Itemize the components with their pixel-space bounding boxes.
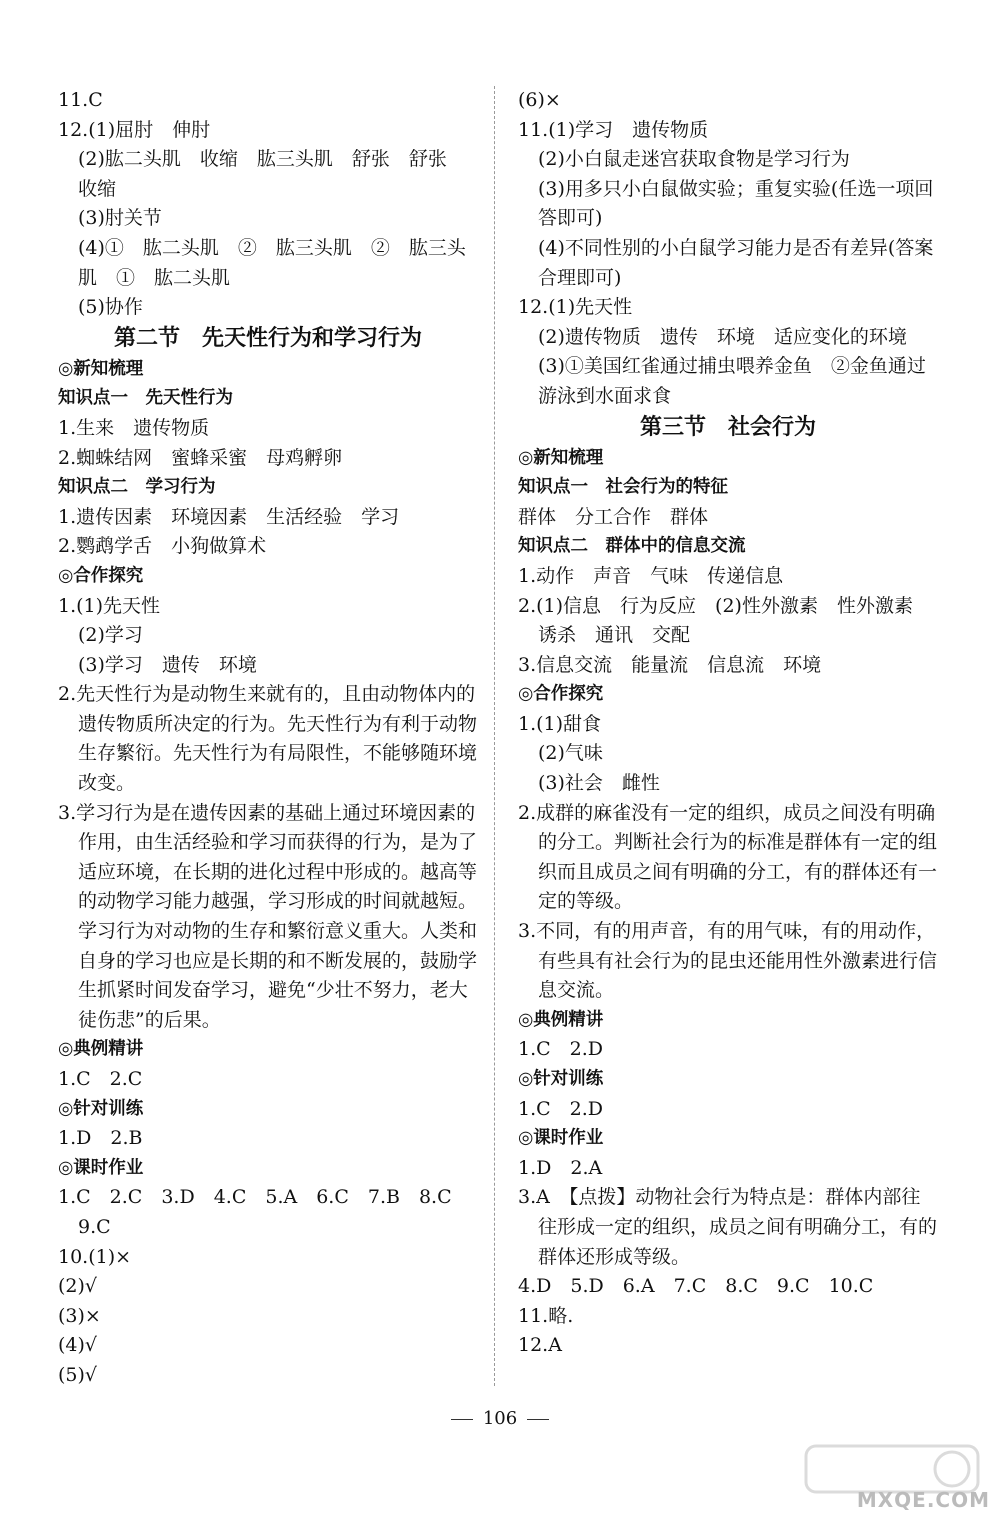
right-subsection-label: ◎典例精讲	[518, 1009, 604, 1030]
column-divider	[494, 86, 495, 1386]
left-answer-line: (5)协作	[78, 296, 143, 319]
right-knowledge-point-label: 知识点一 社会行为的特征	[518, 477, 728, 498]
right-answer-line: (2)气味	[538, 742, 603, 765]
right-column	[518, 86, 938, 1361]
left-subsection-label: ◎合作探究	[58, 565, 144, 586]
left-answer-line: 2.鹦鹉学舌 小狗做算术	[58, 535, 267, 558]
right-answer-line: 群体 分工合作 群体	[518, 505, 709, 528]
right-subsection-label: ◎合作探究	[518, 684, 604, 705]
right-answer-line: 1.(1)甜食	[518, 712, 602, 735]
right-subsection-label: ◎课时作业	[518, 1128, 604, 1149]
right-answer-line: 3.信息交流 能量流 信息流 环境	[518, 653, 822, 676]
watermark-site: MXQE.COM	[856, 1488, 990, 1512]
left-section-heading: 第二节 先天性行为和学习行为	[113, 325, 422, 351]
left-answer-line: 2.蜘蛛结网 蜜蜂采蜜 母鸡孵卵	[58, 446, 343, 469]
left-answer-line: (2)√	[58, 1275, 98, 1298]
right-subsection-label: ◎新知梳理	[518, 447, 604, 468]
right-answer-line: 3.A 【点拨】动物社会行为特点是：群体内部往往形成一定的组织，成员之间有明确分工，有的群体还形成等级。	[518, 1186, 938, 1268]
right-answer-line: 11.略.	[518, 1304, 574, 1327]
left-column	[58, 86, 478, 1391]
left-answer-line: 1.遗传因素 环境因素 生活经验 学习	[58, 505, 400, 528]
left-answer-line: 1.C 2.C	[58, 1068, 143, 1090]
right-answer-line: 3.不同，有的用声音，有的用气味，有的用动作，有些具有社会行为的昆虫还能用性外激素进行信息交流。	[518, 920, 938, 1002]
right-answer-line: 1.D 2.A	[518, 1156, 603, 1179]
left-answer-line: (5)√	[58, 1363, 98, 1386]
right-section-heading: 第三节 社会行为	[639, 414, 816, 440]
right-subsection-label: ◎针对训练	[518, 1069, 604, 1089]
right-knowledge-point-label: 知识点二 群体中的信息交流	[518, 536, 746, 557]
left-answer-line: (4)① 肱二头肌 ② 肱三头肌 ② 肱三头肌 ① 肱二头肌	[78, 236, 466, 289]
right-answer-line: (6)×	[518, 89, 561, 111]
page-number: 106	[482, 1408, 518, 1429]
left-subsection-label: ◎针对训练	[58, 1098, 144, 1119]
left-answer-line: 10.(1)×	[58, 1245, 132, 1268]
left-answer-line: (2)学习	[78, 624, 143, 647]
left-answer-line: 11.C	[58, 89, 103, 111]
left-answer-line: (3)学习 遗传 环境	[78, 653, 257, 676]
right-answer-line: (4)不同性别的小白鼠学习能力是否有差异(答案合理即可)	[538, 236, 934, 289]
left-subsection-label: ◎典例精讲	[58, 1039, 144, 1060]
left-answer-line: (3)肘关节	[78, 207, 162, 230]
right-answer-line: 1.C 2.D	[518, 1038, 604, 1061]
right-answer-line: 1.动作 声音 气味 传递信息	[518, 564, 784, 587]
left-answer-line: 1.生来 遗传物质	[58, 416, 210, 439]
left-answer-line: (3)×	[58, 1304, 101, 1327]
footer-dash-right	[527, 1419, 549, 1420]
right-answer-line: 12.(1)先天性	[518, 296, 633, 319]
left-answer-line: 1.C 2.C 3.D 4.C 5.A 6.C 7.B 8.C 9.C	[58, 1186, 471, 1238]
left-knowledge-point-label: 知识点一 先天性行为	[58, 388, 233, 409]
right-answer-line: (3)社会 雌性	[538, 772, 660, 795]
left-answer-line: (4)√	[58, 1334, 98, 1357]
right-answer-line: (3)用多只小白鼠做实验；重复实验(任选一项回答即可)	[538, 177, 934, 230]
left-knowledge-point-label: 知识点二 学习行为	[58, 477, 216, 498]
left-subsection-label: ◎课时作业	[58, 1157, 144, 1178]
left-answer-line: 2.先天性行为是动物生来就有的，且由动物体内的遗传物质所决定的行为。先天性行为有利于动物生存繁衍。先天性行为有局限性，不能够随环境改变。	[58, 683, 478, 795]
left-subsection-label: ◎新知梳理	[58, 358, 144, 379]
right-answer-line: 12.A	[518, 1334, 562, 1357]
page-footer	[0, 1408, 1000, 1429]
left-answer-line: 1.(1)先天性	[58, 594, 161, 617]
left-answer-line: 1.D 2.B	[58, 1127, 143, 1150]
right-answer-line: 2.(1)信息 行为反应 (2)性外激素 性外激素 诱杀 通讯 交配	[518, 594, 932, 647]
left-answer-line: 3.学习行为是在遗传因素的基础上通过环境因素的作用，由生活经验和学习而获得的行为，是为了适应环境，在长期的进化过程中形成的。越高等的动物学习能力越强，学习形成的时间就越短。学习行为对动物的生存和繁衍意义重大。人类和自身的学习也应是长期的和不断发展的，鼓励学生抓紧时间发奋学习，避免“少壮不努力，老大徒伤悲”的后果。	[58, 801, 478, 1031]
right-answer-line: 11.(1)学习 遗传物质	[518, 118, 709, 141]
right-answer-line: 4.D 5.D 6.A 7.C 8.C 9.C 10.C	[518, 1275, 874, 1298]
right-answer-line: (2)小白鼠走迷宫获取食物是学习行为	[538, 148, 850, 171]
right-answer-line: (2)遗传物质 遗传 环境 适应变化的环境	[538, 325, 907, 348]
right-answer-line: 1.C 2.D	[518, 1097, 604, 1120]
left-answer-line: (2)肱二头肌 收缩 肱三头肌 舒张 舒张 收缩	[78, 148, 466, 200]
right-answer-line: 2.成群的麻雀没有一定的组织，成员之间没有明确的分工。判断社会行为的标准是群体有一定的组织而且成员之间有明确的分工，有的群体还有一定的等级。	[518, 801, 938, 913]
footer-dash-left	[451, 1419, 473, 1420]
left-answer-line: 12.(1)屈肘 伸肘	[58, 118, 211, 141]
right-answer-line: (3)①美国红雀通过捕虫喂养金鱼 ②金鱼通过游泳到水面求食	[538, 355, 926, 407]
